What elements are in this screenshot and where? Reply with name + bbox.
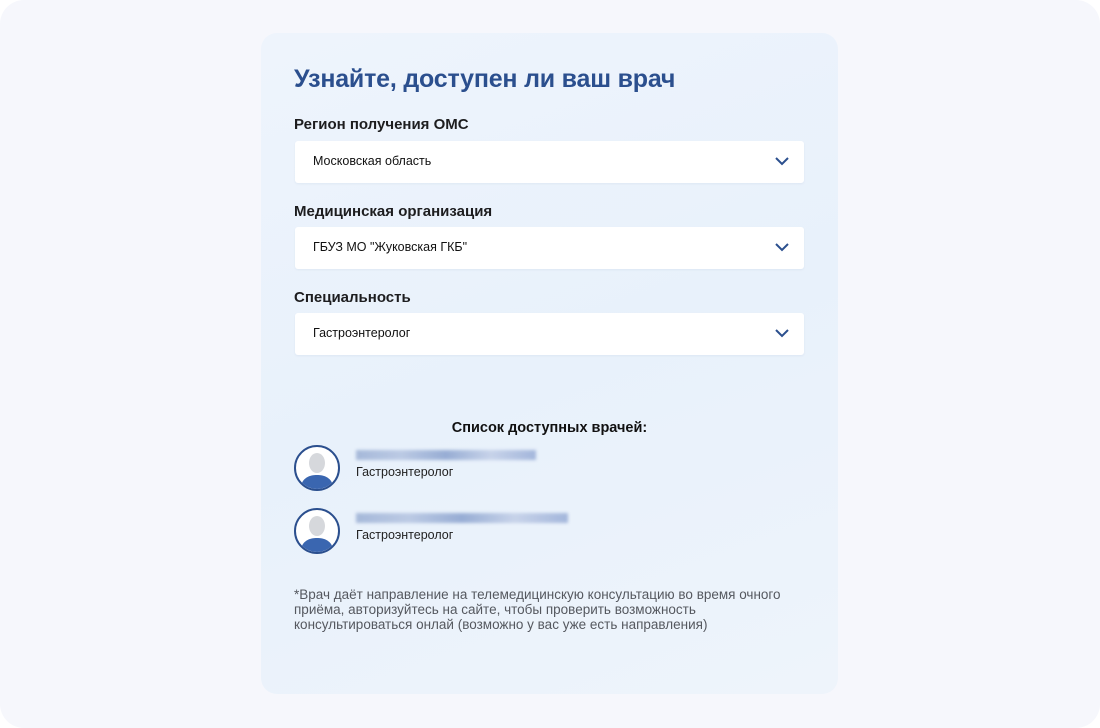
doctor-list-item[interactable] <box>294 445 694 491</box>
doctors-list-title: Список доступных врачей: <box>451 420 648 436</box>
user-avatar-icon <box>296 510 338 552</box>
organization-label: Медицинская организация <box>294 203 493 220</box>
chevron-down-icon <box>774 325 790 341</box>
specialty-label: Специальность <box>294 289 411 306</box>
specialty-value: Гастроэнтеролог <box>313 326 411 340</box>
doctor-name-redacted <box>356 450 536 460</box>
region-select[interactable] <box>295 141 804 183</box>
doctor-specialty: Гастроэнтеролог <box>356 465 454 479</box>
chevron-down-icon <box>774 239 790 255</box>
organization-select[interactable] <box>295 227 804 269</box>
footnote: *Врач даёт направление на телемедицинскую консультацию во время очного приёма, авторизуйтесь на сайте, чтобы проверить возможность консультироваться онлай (возможно у вас уже есть направления) <box>294 587 781 632</box>
specialty-select[interactable] <box>295 313 804 355</box>
user-avatar-icon <box>296 447 338 489</box>
avatar <box>294 445 340 491</box>
region-label: Регион получения ОМС <box>294 116 469 133</box>
chevron-down-icon <box>774 153 790 169</box>
doctor-availability-card <box>261 33 838 694</box>
region-value: Московская область <box>313 154 432 168</box>
doctor-specialty: Гастроэнтеролог <box>356 528 454 542</box>
page-title: Узнайте, доступен ли ваш врач <box>294 65 676 93</box>
avatar <box>294 508 340 554</box>
organization-value: ГБУЗ МО "Жуковская ГКБ" <box>313 240 468 254</box>
doctor-name-redacted <box>356 513 568 523</box>
doctor-list-item[interactable] <box>294 508 694 554</box>
